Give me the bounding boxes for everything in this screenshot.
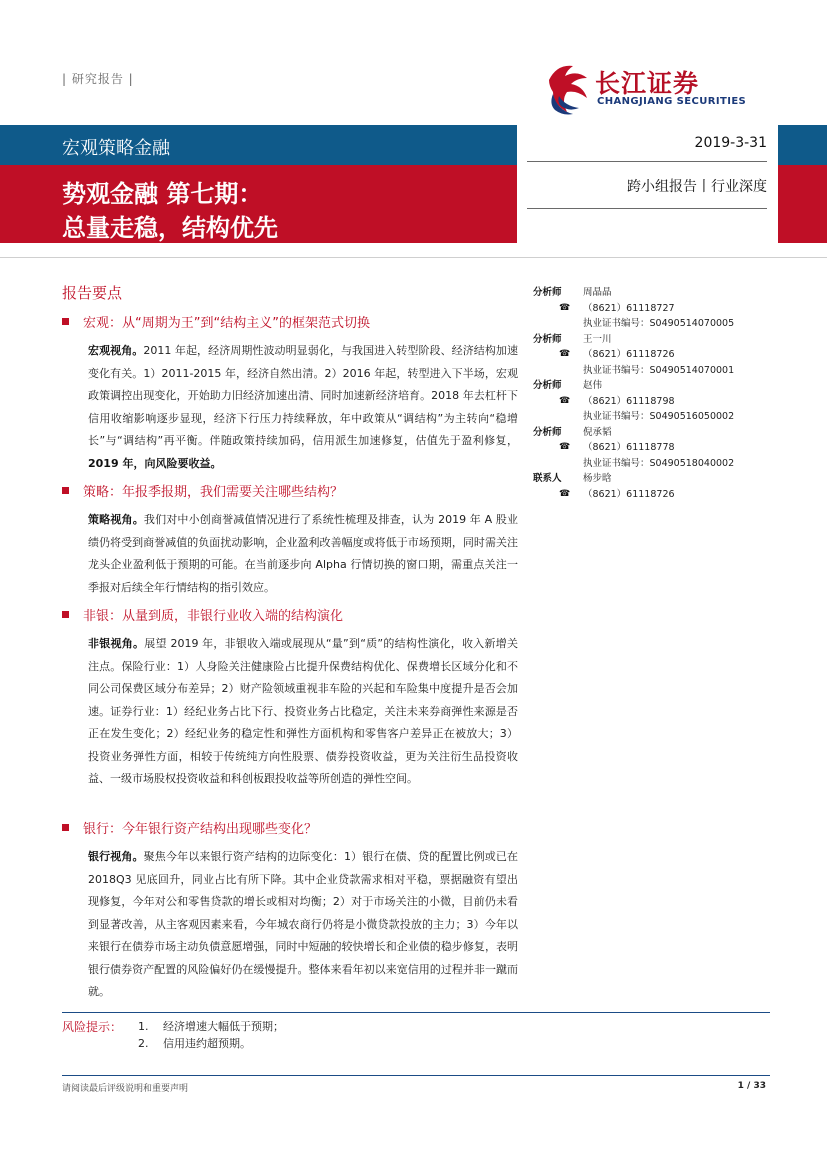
- contact-entry: 联系人 杨步晗 ☎ （8621）61118726: [533, 471, 783, 502]
- company-logo: [543, 60, 763, 120]
- section-body-macro: 宏观视角。2011 年起，经济周期性波动明显弱化，与我国进入转型阶段、经济结构加速变化有关。1）2011-2015 年，经济自然出清。2）2016 年起，转型进入下半场，宏观政策调控出现变化，开始助力旧经济加速出清、同时加速新经济培育。2018 年去杠杆下信用收缩影响逐步显现，经济下行压力持续释放，年中政策从“调结构”为主转向“稳增长”与“调结构”再平衡。伴随政策持续加码，信用派生加速修复，估值先于盈利修复，2019 年，向风险要收益。: [88, 344, 519, 470]
- analyst-entry: 分析师 王一川 ☎ （8621）61118726 执业证书编号：S0490514070001: [533, 333, 735, 376]
- title-band-right: [778, 165, 827, 243]
- bullet-square-icon: [62, 318, 69, 325]
- logo-chinese-text: 长江证券: [595, 69, 700, 98]
- section-body-strategy: 策略视角。我们对中小创商誉减值情况进行了系统性梳理及排查，认为 2019 年 A 股业绩仍将受到商誉减值的负面扰动影响，企业盈利改善幅度或将低于市场预期，同时需关注龙头企业盈利低于预期的可能。在当前逐步向 Alpha 行情切换的窗口期，需重点关注一季报对后续全年行情结构的指引效应。: [88, 513, 519, 594]
- title-line-1: 势观金融 第七期：: [62, 180, 263, 208]
- section-heading-macro: 宏观：从“周期为王”到“结构主义”的框架范式切换: [62, 312, 370, 331]
- contact-phone: （8621）61118726: [583, 488, 675, 500]
- footer-disclaimer: 请阅读最后评级说明和重要声明: [62, 1084, 189, 1094]
- phone-icon: ☎: [559, 395, 571, 406]
- phone-icon: ☎: [559, 488, 571, 499]
- contact-name: 杨步晗: [583, 473, 612, 484]
- section-body-nonbank: 非银视角。展望 2019 年，非银收入端或展现从“量”到“质”的结构性演化，收入新增关注点。保险行业：1）人身险关注健康险占比提升保费结构优化、保费增长区域分化和不同公司保费区域分布差异；2）财产险领域重视非车险的兴起和车险集中度提升是否会加速。证券行业：1）经纪业务占比下行、投资业务占比稳定，关注未来券商弹性来源是否正在发生变化；2）经纪业务的稳定性和弹性方面机构和零售客户差异正在被放大；3）投资业务弹性方面，相较于传统纯方向性股票、债券投资收益，更为关注衍生品投资收益、一级市场股权投资收益和科创板跟投收益等所创造的弹性空间。: [88, 637, 519, 785]
- report-date: 2019-3-31: [694, 135, 767, 151]
- bullet-square-icon: [62, 611, 69, 618]
- risk-item: 2. 信用违约超预期。: [138, 1037, 251, 1050]
- analyst-entry: 分析师 周晶晶 ☎ （8621）61118727 执业证书编号：S0490514070005: [533, 287, 735, 329]
- risk-item: 1. 经济增速大幅低于预期；: [138, 1020, 284, 1033]
- risk-label: 风险提示：: [62, 1020, 123, 1034]
- analyst-name: 赵伟: [583, 380, 603, 391]
- analyst-entry: 分析师 赵伟 ☎ （8621）61118798 执业证书编号：S0490516050002: [533, 380, 735, 422]
- analyst-phone: （8621）61118726: [583, 349, 675, 360]
- analyst-name: 周晶晶: [583, 287, 612, 298]
- summary-heading: 报告要点: [62, 284, 123, 302]
- phoenix-logo-icon: [543, 60, 595, 120]
- risk-divider: [62, 1012, 770, 1013]
- section-heading-bank: 银行：今年银行资产结构出现哪些变化？: [62, 818, 317, 837]
- header-divider: [0, 257, 827, 258]
- document-type-label: | 研究报告 |: [62, 72, 134, 86]
- analyst-phone: （8621）61118778: [583, 442, 675, 453]
- report-title: [62, 177, 278, 245]
- section-heading-nonbank: 非银：从量到质，非银行业收入端的结构演化: [62, 605, 343, 624]
- page-number: 1 / 33: [737, 1081, 766, 1091]
- divider: [527, 208, 767, 209]
- phone-icon: ☎: [559, 349, 571, 359]
- title-line-2: 总量走稳，结构优先: [62, 214, 278, 242]
- analyst-phone: （8621）61118798: [583, 395, 675, 407]
- bullet-square-icon: [62, 824, 69, 831]
- divider: [527, 161, 767, 162]
- analyst-list: [533, 285, 783, 502]
- section-body-bank: 银行视角。聚焦今年以来银行资产结构的边际变化：1）银行在债、贷的配置比例或已在 2018Q3 见底回升，同业占比有所下降。其中企业贷款需求相对平稳，票据融资有望出现修复，今年对公和零售贷款的增长或相对均衡；2）对于市场关注的小微，目前仍未看到显著改善，从主客观因素来看，今年城农商行仍将是小微贷款投放的主力；3）今年以来银行在债券市场主动负债意愿增强，同时中短融的较快增长和企业债的稳步修复，表明银行债券资产配置的风险偏好仍在缓慢提升。整体来看年初以来宽信用的过程并非一蹴而就。: [88, 850, 519, 998]
- analyst-entry: 分析师 倪承韬 ☎ （8621）61118778 执业证书编号：S0490518040002: [533, 426, 735, 469]
- logo-english-text: CHANGJIANG SECURITIES: [597, 96, 747, 107]
- analyst-cert: S0490516050002: [649, 411, 735, 422]
- analyst-name: 倪承韬: [583, 426, 612, 438]
- phone-icon: ☎: [559, 302, 571, 313]
- bullet-square-icon: [62, 487, 69, 494]
- section-band-right: [778, 125, 827, 165]
- analyst-cert: S0490518040002: [649, 457, 735, 469]
- section-heading-strategy: 策略：年报季报期，我们需要关注哪些结构？: [62, 481, 343, 500]
- analyst-phone: （8621）61118727: [583, 302, 675, 314]
- section-name: 宏观策略金融: [62, 138, 170, 159]
- analyst-cert: S0490514070001: [649, 364, 735, 376]
- analyst-name: 王一川: [583, 333, 612, 345]
- footer-divider: [62, 1075, 770, 1076]
- analyst-cert: S0490514070005: [649, 318, 735, 329]
- report-type: 跨小组报告丨行业深度: [627, 179, 767, 195]
- phone-icon: ☎: [559, 442, 571, 452]
